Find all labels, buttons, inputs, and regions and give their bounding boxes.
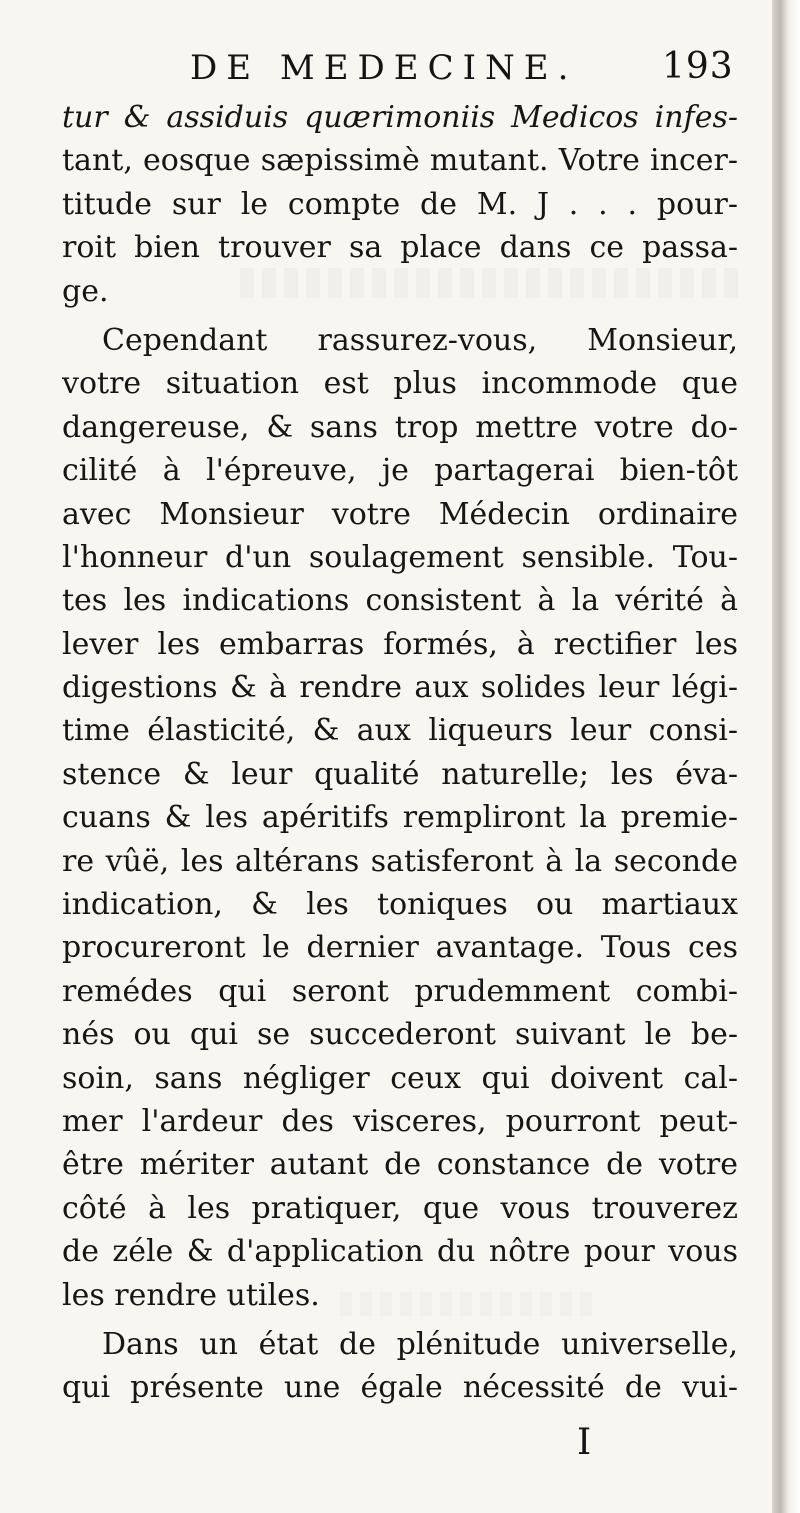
text-line: qui présente une égale nécessité de vui- — [62, 1370, 738, 1406]
signature-mark: I — [577, 1422, 592, 1463]
text-line: indication, & les toniques ou martiaux — [62, 887, 738, 923]
text-line: digestions & à rendre aux solides leur légi- — [62, 670, 738, 706]
text-line: de zéle & d'application du nôtre pour vous — [62, 1234, 738, 1270]
text-line: cuans & les apéritifs rempliront la premie- — [62, 800, 738, 836]
text-line: les rendre utiles. — [62, 1277, 320, 1313]
text-line: Cependant rassurez-vous, Monsieur, — [102, 322, 738, 358]
text-line: côté à les pratiquer, que vous trouverez — [62, 1190, 738, 1226]
text-line: Dans un état de plénitude universelle, — [102, 1326, 738, 1362]
page-number: 193 — [662, 46, 734, 87]
text-line: tes les indications consistent à la vérité à — [62, 583, 738, 619]
text-line: votre situation est plus incommode que — [62, 366, 738, 402]
text-line: remédes qui seront prudemment combi- — [62, 973, 738, 1009]
text-line: tur & assiduis quærimoniis Medicos infes- — [62, 100, 738, 135]
text-line: nés ou qui se succederont suivant le be- — [62, 1017, 738, 1053]
text-line: l'honneur d'un soulagement sensible. Tou- — [62, 539, 738, 575]
text-line: re vûë, les altérans satisferont à la seconde — [62, 843, 738, 879]
text-line: être mériter autant de constance de votre — [62, 1147, 738, 1183]
text-line: stence & leur qualité naturelle; les éva- — [62, 756, 738, 792]
running-head — [0, 44, 780, 100]
text-line: cilité à l'épreuve, je partagerai bien-tôt — [62, 453, 738, 489]
text-line: lever les embarras formés, à rectifier les — [62, 626, 738, 662]
text-line: tant, eosque sæpissimè mutant. Votre incer- — [62, 143, 738, 179]
text-line: soin, sans négliger ceux qui doivent cal- — [62, 1060, 738, 1096]
text-line: dangereuse, & sans trop mettre votre do- — [62, 409, 738, 445]
text-line: mer l'ardeur des visceres, pourront peut- — [62, 1103, 738, 1139]
text-line: roit bien trouver sa place dans ce passa- — [62, 230, 738, 266]
running-title: DE MEDECINE. — [190, 48, 578, 88]
body-text — [62, 96, 738, 1410]
text-line: procureront le dernier avantage. Tous ces — [62, 930, 738, 966]
text-line: avec Monsieur votre Médecin ordinaire — [62, 496, 738, 532]
page-edge — [772, 0, 800, 1513]
text-line: time élasticité, & aux liqueurs leur consi- — [62, 713, 738, 749]
text-line: ge. — [62, 273, 109, 309]
text-line: titude sur le compte de M. J . . . pour- — [62, 186, 738, 222]
